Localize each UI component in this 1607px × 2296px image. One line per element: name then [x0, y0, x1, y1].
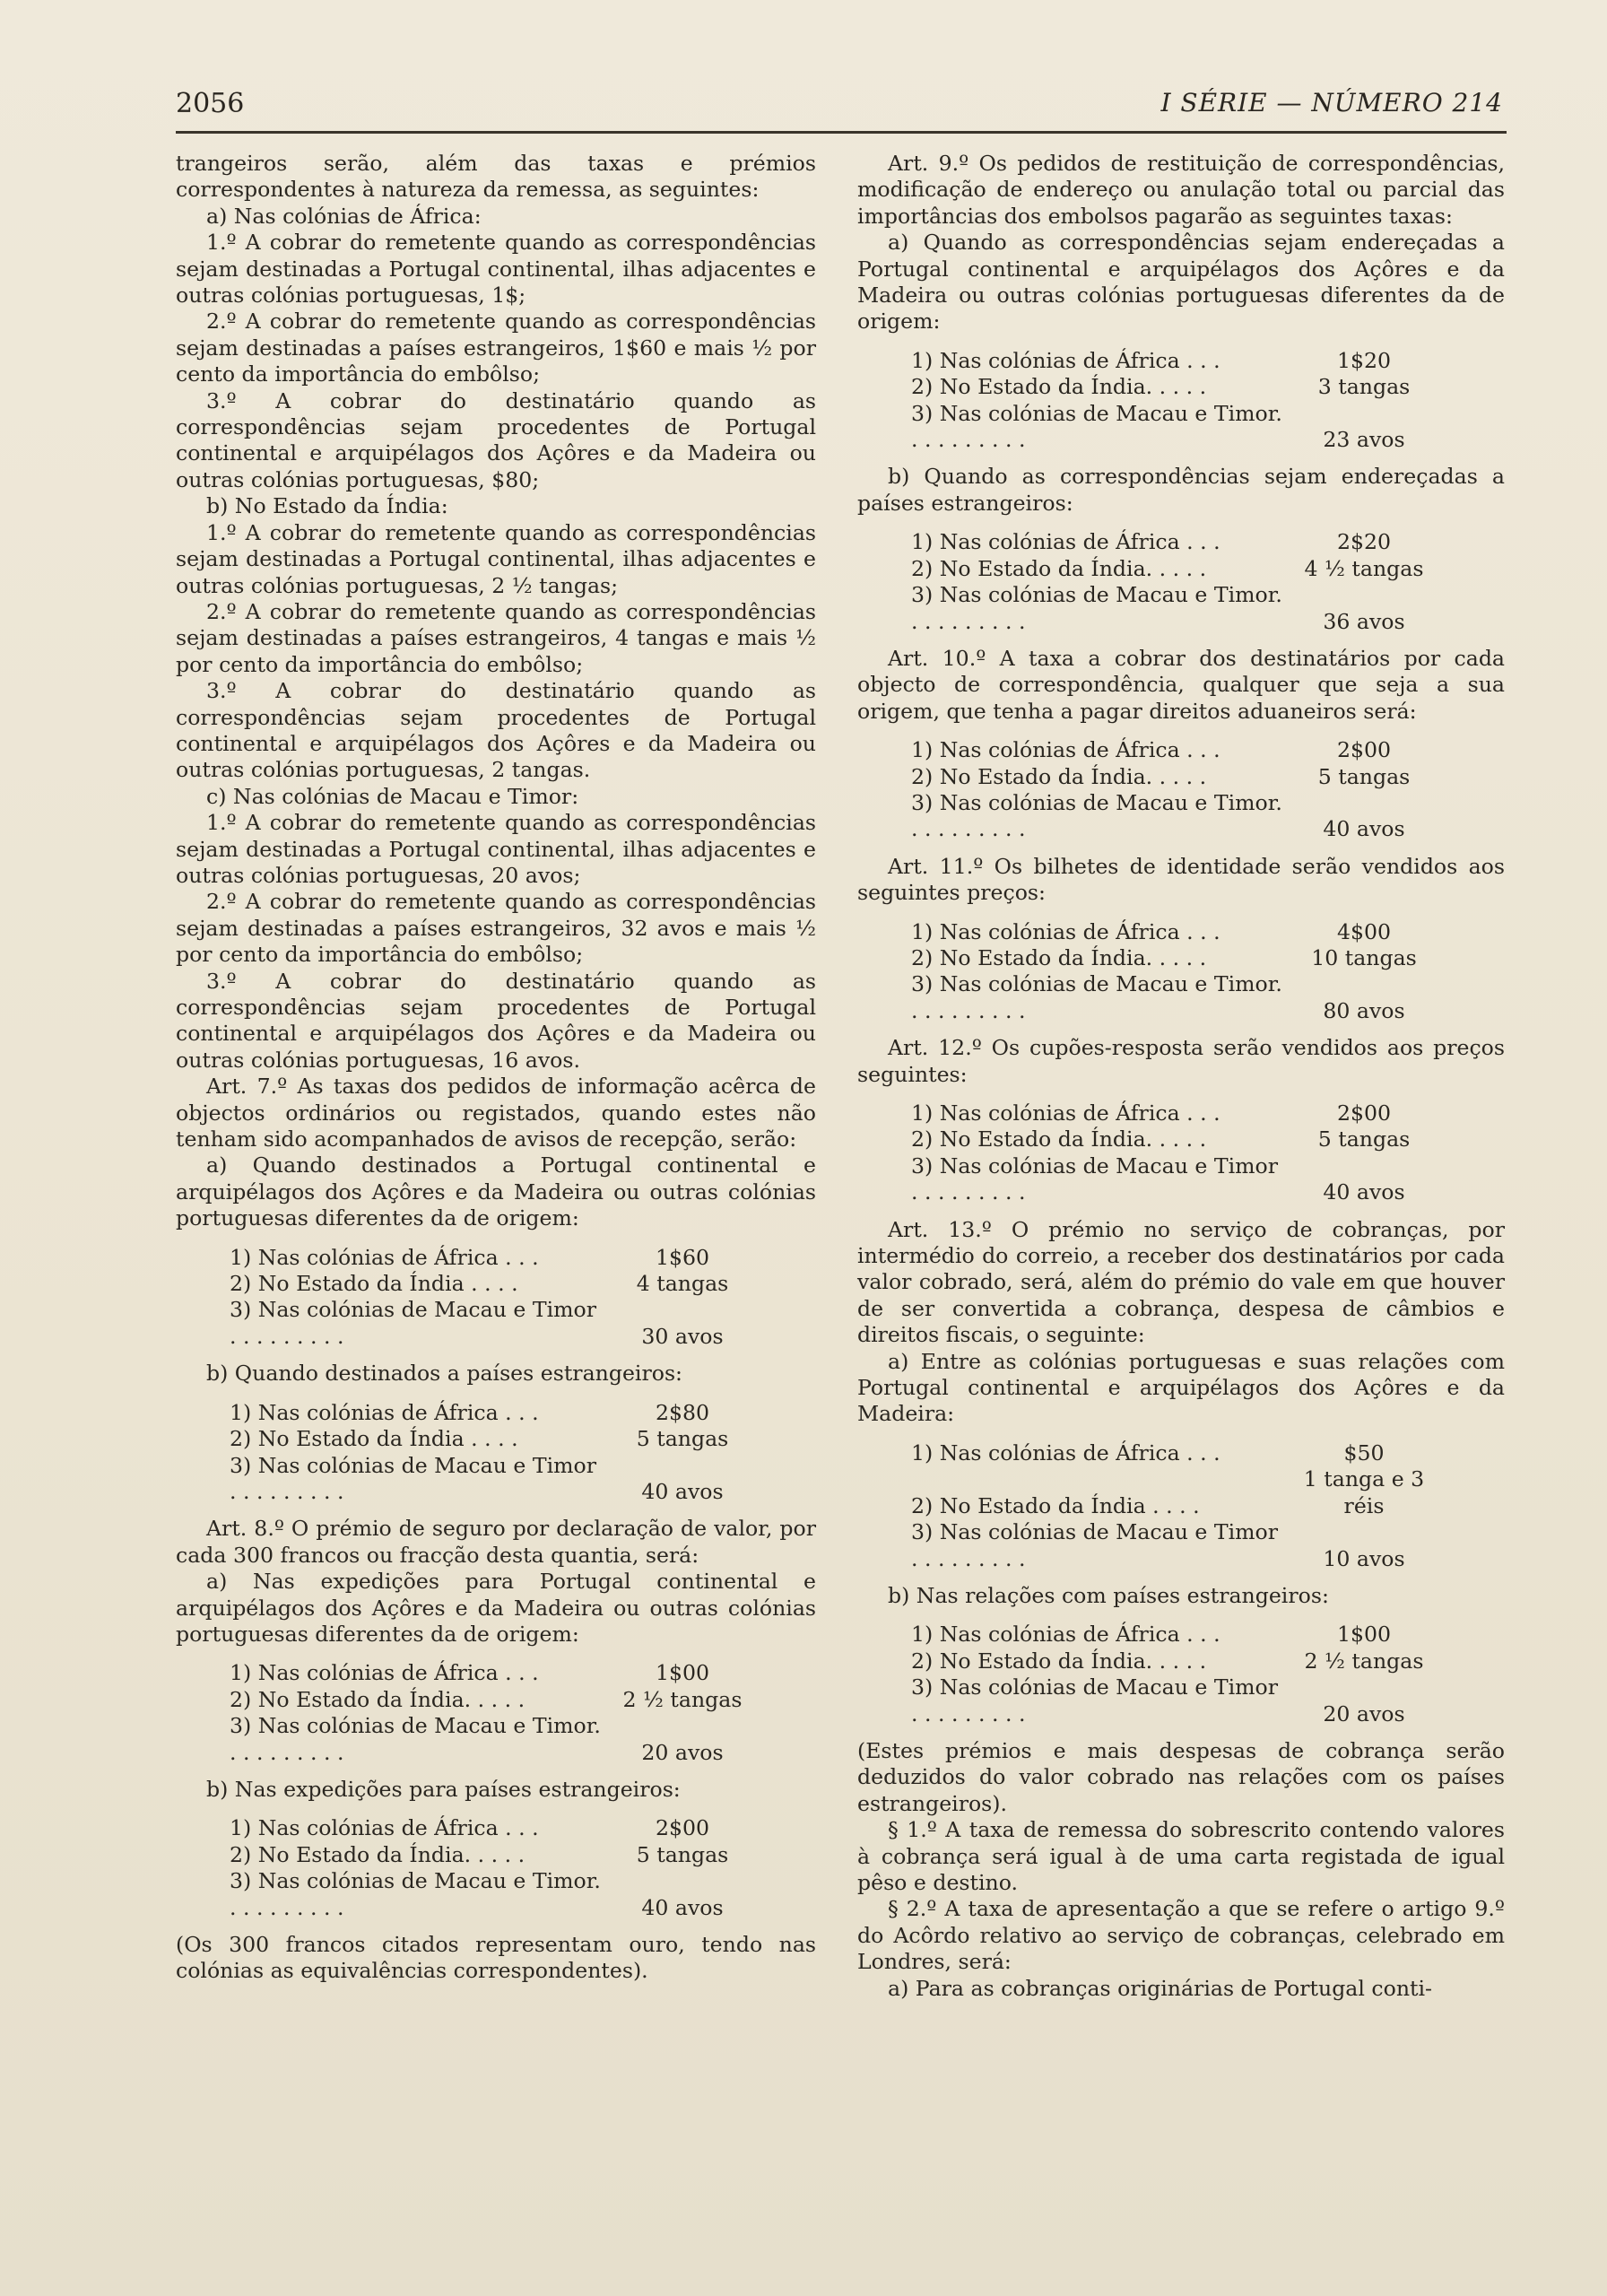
article-8: Art. 8.º O prémio de seguro por declaração de valor, por cada 300 francos ou fracção desta quantia, será: [176, 1516, 816, 1568]
fee-label: 2) No Estado da Índia. . . . . [911, 374, 1207, 400]
fee-label: 2) No Estado da Índia. . . . . [911, 1126, 1207, 1152]
fee-table [911, 348, 1440, 454]
paragraph: a) Quando destinados a Portugal continental e arquipélagos dos Açôres e da Madeira ou outras colónias portuguesas diferentes da de origem: [176, 1152, 816, 1231]
table-row [911, 737, 1440, 763]
fee-value: 3 tangas [1317, 374, 1411, 400]
paragraph: trangeiros serão, além das taxas e prémios correspondentes à natureza da remessa, as seguintes: [176, 151, 816, 203]
fee-value: 4 tangas [636, 1271, 729, 1297]
fee-label: 1) Nas colónias de África . . . [911, 347, 1220, 373]
fee-label: 1) Nas colónias de África . . . [911, 1622, 1220, 1648]
fee-value: 40 avos [1323, 816, 1405, 842]
fee-value: 5 tangas [1317, 763, 1411, 789]
fee-label: 3) Nas colónias de Macau e Timor. . . . . . . . . . [911, 789, 1282, 842]
table-row [911, 582, 1440, 635]
fee-label: 3) Nas colónias de Macau e Timor . . . . . . . . . [911, 1674, 1278, 1726]
fee-label: 2) No Estado da Índia. . . . . [911, 944, 1207, 970]
table-row [230, 1271, 759, 1297]
table-row [911, 1126, 1440, 1152]
article-9: Art. 9.º Os pedidos de restituição de correspondências, modificação de endereço ou anulação total ou parcial das importâncias dos embolsos pagarão as seguintes taxas: [857, 151, 1505, 229]
fee-table [911, 529, 1440, 635]
fee-label: 1) Nas colónias de África . . . [230, 1399, 539, 1425]
fee-label: 1) Nas colónias de África . . . [911, 1100, 1220, 1126]
fee-value: 20 avos [641, 1739, 724, 1765]
note: (Os 300 francos citados representam ouro, tendo nas colónias as equivalências correspondentes). [176, 1932, 816, 1984]
fee-label: 1) Nas colónias de África . . . [230, 1244, 539, 1270]
fee-value: 2$20 [1336, 529, 1392, 555]
fee-value: $50 [1343, 1439, 1385, 1465]
fee-label: 2) No Estado da Índia. . . . . [230, 1686, 526, 1712]
paragraph: a) Entre as colónias portuguesas e suas relações com Portugal continental e arquipélagos dos Açôres e da Madeira: [857, 1348, 1505, 1427]
table-row [911, 529, 1440, 555]
table-row [911, 1100, 1440, 1126]
fee-label: 3) Nas colónias de Macau e Timor. . . . . . . . . . [911, 971, 1282, 1023]
table-row [230, 1245, 759, 1271]
fee-value: 1$60 [655, 1244, 710, 1270]
fee-table [911, 1100, 1440, 1206]
fee-label: 3) Nas colónias de Macau e Timor . . . . . . . . . [230, 1452, 596, 1504]
table-row [230, 1400, 759, 1426]
paragraph: 2.º A cobrar do remetente quando as correspondências sejam destinadas a países estrangeiros, 4 tangas e mais ½ por cento da importância do embôlso; [176, 598, 816, 677]
fee-label: 1) Nas colónias de África . . . [911, 737, 1220, 763]
page-header [176, 88, 1503, 124]
fee-table [230, 1660, 759, 1766]
fee-value: 2$80 [655, 1399, 710, 1425]
fee-label: 3) Nas colónias de Macau e Timor. . . . . . . . . . [230, 1868, 601, 1920]
fee-value: 1$00 [655, 1660, 710, 1686]
table-row [911, 1622, 1440, 1648]
paragraph: a) Quando as correspondências sejam endereçadas a Portugal continental e arquipélagos dos Açôres e da Madeira ou outras colónias portuguesas diferentes da de origem: [857, 230, 1505, 335]
fee-value: 30 avos [641, 1323, 724, 1349]
table-row [911, 556, 1440, 582]
paragraph: 2.º A cobrar do remetente quando as correspondências sejam destinadas a países estrangeiros, 32 avos e mais ½ por cento da importância do embôlso; [176, 889, 816, 968]
table-row [911, 348, 1440, 374]
fee-value: 2 ½ tangas [1304, 1648, 1424, 1674]
paragraph: 3.º A cobrar do destinatário quando as correspondências sejam procedentes de Portugal continental e arquipélagos dos Açôres e da Madeira ou outras colónias portuguesas, 2 tangas. [176, 678, 816, 783]
fee-value: 5 tangas [1317, 1126, 1411, 1152]
table-row [911, 1648, 1440, 1674]
paragraph-section-1: § 1.º A taxa de remessa do sobrescrito contendo valores à cobrança será igual à de uma carta registada de igual pêso e destino. [857, 1817, 1505, 1895]
fee-value: 20 avos [1323, 1700, 1405, 1726]
table-row [230, 1297, 759, 1350]
paragraph: 1.º A cobrar do remetente quando as correspondências sejam destinadas a Portugal continental, ilhas adjacentes e outras colónias portuguesas, 1$; [176, 230, 816, 309]
fee-value: 5 tangas [636, 1841, 729, 1867]
paragraph: b) No Estado da Índia: [206, 493, 448, 519]
fee-label: 1) Nas colónias de África . . . [911, 918, 1220, 944]
fee-value: 40 avos [1323, 1179, 1405, 1205]
fee-label: 1) Nas colónias de África . . . [230, 1660, 539, 1686]
fee-label: 2) No Estado da Índia. . . . . [911, 763, 1207, 789]
table-row [230, 1453, 759, 1506]
fee-value: 40 avos [641, 1894, 724, 1920]
fee-value: 1$20 [1336, 347, 1392, 373]
fee-label: 2) No Estado da Índia . . . . [230, 1426, 518, 1452]
paragraph: b) Quando as correspondências sejam endereçadas a países estrangeiros: [857, 464, 1505, 516]
table-row [230, 1842, 759, 1868]
fee-label: 1) Nas colónias de África . . . [230, 1815, 539, 1841]
right-column [857, 151, 1505, 2002]
paragraph: c) Nas colónias de Macau e Timor: [206, 783, 579, 809]
fee-table [230, 1245, 759, 1351]
fee-label: 3) Nas colónias de Macau e Timor. . . . . . . . . . [911, 400, 1282, 453]
table-row [911, 790, 1440, 843]
paragraph: 3.º A cobrar do destinatário quando as correspondências sejam procedentes de Portugal continental e arquipélagos dos Açôres e da Madeira ou outras colónias portuguesas, 16 avos. [176, 968, 816, 1073]
series-title: I SÉRIE — NÚMERO 214 [1160, 88, 1503, 117]
fee-value: 1 tanga e 3 réis [1303, 1466, 1425, 1518]
page-number: 2056 [176, 88, 245, 119]
fee-table [911, 1440, 1440, 1572]
fee-value: 2$00 [1336, 1100, 1392, 1126]
article-11: Art. 11.º Os bilhetes de identidade serão vendidos aos seguintes preços: [857, 853, 1505, 906]
table-row [911, 945, 1440, 971]
fee-label: 2) No Estado da Índia. . . . . [911, 1648, 1207, 1674]
fee-table [911, 919, 1440, 1025]
fee-value: 2$00 [1336, 737, 1392, 763]
paragraph: a) Para as cobranças originárias de Portugal conti- [888, 1975, 1433, 2001]
table-row [911, 1674, 1440, 1727]
fee-label: 3) Nas colónias de Macau e Timor . . . . . . . . . [911, 1152, 1278, 1205]
fee-value: 2 ½ tangas [622, 1686, 743, 1712]
fee-label: 3) Nas colónias de Macau e Timor. . . . . . . . . . [911, 582, 1282, 634]
table-row [911, 1519, 1440, 1572]
table-row [911, 971, 1440, 1024]
table-row [911, 919, 1440, 945]
fee-table [911, 737, 1440, 843]
fee-value: 2$00 [655, 1815, 710, 1841]
table-row [911, 1466, 1440, 1519]
fee-label: 3) Nas colónias de Macau e Timor. . . . . . . . . . [230, 1713, 601, 1765]
fee-label: 2) No Estado da Índia . . . . [911, 1492, 1200, 1518]
table-row [230, 1687, 759, 1713]
fee-label: 3) Nas colónias de Macau e Timor . . . . . . . . . [230, 1297, 596, 1349]
article-7: Art. 7.º As taxas dos pedidos de informação acêrca de objectos ordinários ou registados, quando estes não tenham sido acompanhados de avisos de recepção, serão: [176, 1074, 816, 1152]
table-row [911, 764, 1440, 790]
table-row [230, 1660, 759, 1686]
fee-value: 40 avos [641, 1478, 724, 1504]
paragraph: b) Nas expedições para países estrangeiros: [206, 1776, 681, 1802]
table-row [230, 1815, 759, 1841]
table-row [911, 1153, 1440, 1206]
fee-value: 10 avos [1323, 1545, 1405, 1571]
fee-table [911, 1622, 1440, 1727]
fee-label: 2) No Estado da Índia . . . . [230, 1271, 518, 1297]
fee-value: 4 ½ tangas [1304, 555, 1424, 581]
fee-value: 1$00 [1336, 1622, 1392, 1648]
left-column [176, 151, 816, 1985]
paragraph: a) Nas expedições para Portugal continental e arquipélagos dos Açôres e da Madeira ou outras colónias portuguesas diferentes da de origem: [176, 1569, 816, 1647]
table-row [230, 1868, 759, 1921]
paragraph: 3.º A cobrar do destinatário quando as correspondências sejam procedentes de Portugal continental e arquipélagos dos Açôres e da Madeira ou outras colónias portuguesas, $80; [176, 387, 816, 492]
fee-value: 5 tangas [636, 1426, 729, 1452]
paragraph: a) Nas colónias de África: [206, 203, 482, 229]
fee-label: 2) No Estado da Índia. . . . . [911, 555, 1207, 581]
fee-label: 1) Nas colónias de África . . . [911, 1439, 1220, 1465]
fee-value: 10 tangas [1311, 944, 1417, 970]
table-row [911, 374, 1440, 400]
paragraph-section-2: § 2.º A taxa de apresentação a que se refere o artigo 9.º do Acôrdo relativo ao serviço de cobranças, celebrado em Londres, será: [857, 1896, 1505, 1975]
table-row [911, 1440, 1440, 1466]
article-10: Art. 10.º A taxa a cobrar dos destinatários por cada objecto de correspondência, qualquer que seja a sua origem, que tenha a pagar direitos aduaneiros será: [857, 645, 1505, 724]
article-13: Art. 13.º O prémio no serviço de cobranças, por intermédio do correio, a receber dos destinatários por cada valor cobrado, será, além do prémio do vale em que houver de ser convertida a cobrança, despesa de câmbios e direitos fiscais, o seguinte: [857, 1216, 1505, 1348]
table-row [230, 1426, 759, 1452]
table-row [230, 1713, 759, 1766]
fee-value: 23 avos [1323, 427, 1405, 453]
paragraph: 2.º A cobrar do remetente quando as correspondências sejam destinadas a países estrangeiros, 1$60 e mais ½ por cento da importância do embôlso; [176, 309, 816, 387]
fee-value: 4$00 [1336, 918, 1392, 944]
table-row [911, 401, 1440, 454]
fee-value: 36 avos [1323, 608, 1405, 634]
fee-label: 3) Nas colónias de Macau e Timor . . . . . . . . . [911, 1519, 1278, 1571]
header-rule [176, 131, 1507, 134]
paragraph: b) Quando destinados a países estrangeiros: [206, 1361, 682, 1387]
fee-label: 1) Nas colónias de África . . . [911, 529, 1220, 555]
fee-value: 80 avos [1323, 997, 1405, 1023]
paragraph: b) Nas relações com países estrangeiros: [888, 1582, 1329, 1608]
article-12: Art. 12.º Os cupões-resposta serão vendidos aos preços seguintes: [857, 1035, 1505, 1087]
fee-label: 2) No Estado da Índia. . . . . [230, 1841, 526, 1867]
note: (Estes prémios e mais despesas de cobrança serão deduzidos do valor cobrado nas relações com os países estrangeiros). [857, 1737, 1505, 1816]
paragraph: 1.º A cobrar do remetente quando as correspondências sejam destinadas a Portugal continental, ilhas adjacentes e outras colónias portuguesas, 2 ½ tangas; [176, 519, 816, 598]
fee-table [230, 1815, 759, 1921]
paragraph: 1.º A cobrar do remetente quando as correspondências sejam destinadas a Portugal continental, ilhas adjacentes e outras colónias portuguesas, 20 avos; [176, 810, 816, 888]
fee-table [230, 1400, 759, 1506]
